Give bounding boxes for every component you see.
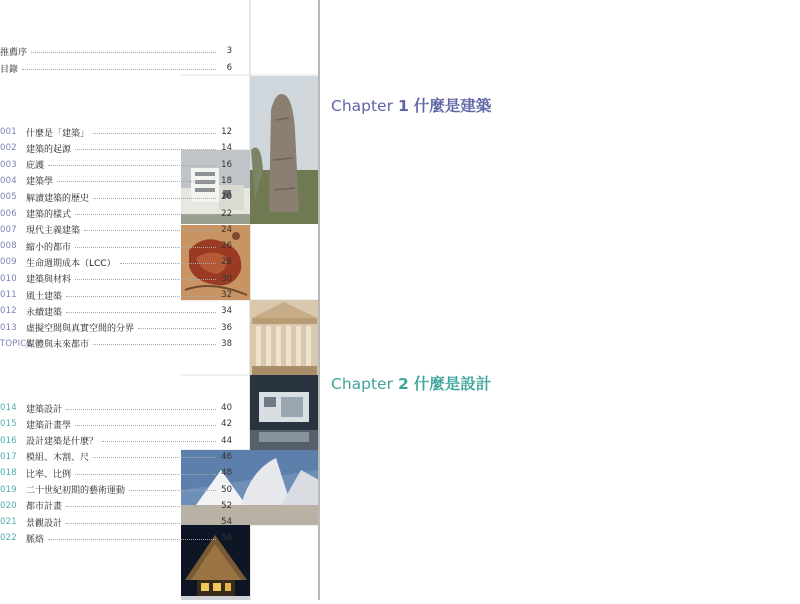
entry-number: 016 [0,435,17,446]
entry-title: 建築的樣式 [26,210,72,220]
toc-entry[interactable] [0,222,232,238]
entry-page-number: 28 [221,257,232,268]
dot-leader [93,344,216,345]
entry-title: 風土建築 [26,291,63,302]
dot-leader [75,247,216,248]
entry-title: 建築設計 [26,404,63,415]
toc-entry[interactable] [0,124,232,140]
entry-page-number: 50 [221,484,232,495]
entry-page-number: 46 [221,451,232,462]
entry-title: 目錄 [0,64,19,75]
toc-entry[interactable] [0,530,232,546]
toc-entry[interactable] [0,482,232,498]
dot-leader [57,181,216,182]
toc-entry[interactable] [0,400,232,416]
dot-leader [66,523,216,524]
entry-page-number: 34 [221,306,232,317]
entry-title: 比率、比例 [26,469,72,480]
dot-leader [75,214,216,215]
entry-page-number: 32 [221,290,232,300]
dot-leader [102,441,216,442]
chapter-title: 什麼是建築 [413,97,492,115]
dot-leader [138,328,216,329]
page-divider [318,0,320,600]
entry-number: 002 [0,143,17,154]
entry-page-number: 30 [221,273,232,284]
chapter-label: Chapter [331,97,393,115]
entry-number: 004 [0,175,17,186]
entry-title: 解讀建築的歷史 [26,193,90,204]
entry-number: 005 [0,192,17,203]
dot-leader [66,312,216,313]
entry-title: 推薦序 [0,47,28,58]
entry-title: 什麼是「建築」 [26,128,90,139]
toc-entry[interactable] [0,206,232,222]
entry-number: 018 [0,468,17,479]
entry-page-number: 12 [221,127,232,137]
dot-leader [93,198,216,199]
classical-temple-photo [250,300,319,375]
dot-leader [75,279,216,280]
entry-page-number: 54 [221,517,232,528]
glass-museum-photo [250,375,319,450]
toc-entry[interactable] [0,514,232,530]
entry-number: 008 [0,241,17,252]
toc-entry[interactable] [0,433,232,449]
chapter-heading[interactable] [331,94,491,116]
entry-title: 建築與材料 [26,275,72,286]
entry-title: 二十世紀初期的藝術運動 [26,486,126,496]
entry-page-number: 6 [226,63,232,73]
entry-number: TOPIC1 [0,338,33,349]
entry-page-number: 44 [221,435,232,446]
entry-title: 景觀設計 [26,518,63,529]
dot-leader [22,69,216,70]
entry-page-number: 14 [221,143,232,154]
entry-page-number: 52 [221,500,232,511]
entry-title: 設計建築是什麼？ [26,437,99,448]
toc-entry[interactable] [0,173,232,189]
entry-title: 永續建築 [26,307,63,318]
entry-number: 012 [0,306,17,317]
entry-page-number: 26 [221,241,232,252]
chapter-label: Chapter [331,375,393,393]
chapter-heading[interactable] [331,372,491,394]
entry-page-number: 48 [221,468,232,479]
toc-entry[interactable] [0,336,232,352]
entry-title: 虛擬空間與真實空間的分界 [26,324,135,335]
entry-page-number: 16 [221,159,232,170]
entry-number: 003 [0,159,17,170]
entry-number: 022 [0,533,17,544]
chapter-number: 2 [397,375,409,393]
entry-page-number: 36 [221,322,232,333]
toc-entry[interactable] [0,303,232,319]
toc-entry[interactable] [0,498,232,514]
dot-leader [75,474,216,475]
toc-entry[interactable] [0,465,232,481]
entry-page-number: 40 [221,403,232,413]
dot-leader [84,230,216,231]
dot-leader [31,52,216,53]
toc-entry[interactable] [0,449,232,465]
toc-entry[interactable] [0,140,232,156]
entry-page-number: 22 [221,208,232,219]
toc-entry[interactable] [0,320,232,336]
toc-entry[interactable] [0,271,232,287]
toc-entry[interactable] [0,43,232,59]
entry-number: 021 [0,517,17,528]
entry-number: 019 [0,484,17,495]
entry-title: 庇護 [26,161,45,172]
entry-number: 014 [0,403,17,413]
toc-entry[interactable] [0,254,232,270]
entry-title: 建築計畫學 [26,420,72,431]
toc-entry[interactable] [0,60,232,76]
entry-number: 007 [0,224,17,235]
entry-title: 現代主義建築 [26,226,81,237]
entry-title: 媒體與未來都市 [26,340,90,351]
dot-leader [48,539,216,540]
entry-number: 020 [0,500,17,511]
toc-entry[interactable] [0,157,232,173]
entry-page-number: 38 [221,338,232,349]
entry-page-number: 24 [221,224,232,235]
dot-leader [66,409,216,410]
entry-page-number: 3 [226,46,232,56]
entry-number: 001 [0,127,17,137]
dot-leader [75,149,216,150]
dot-leader [93,457,216,458]
chapter-title: 什麼是設計 [413,375,492,393]
dot-leader [93,133,216,134]
entry-title: 都市計畫 [26,502,63,513]
dot-leader [66,506,216,507]
entry-number: 017 [0,451,17,462]
entry-number: 015 [0,419,17,430]
entry-number: 006 [0,208,17,219]
entry-title: 建築的起源 [26,144,72,155]
entry-number: 013 [0,322,17,333]
entry-page-number: 20 [221,192,232,203]
entry-title: 模組、木割、尺 [26,453,90,464]
toc-entry[interactable] [0,238,232,254]
entry-number: 010 [0,273,17,284]
toc-entry[interactable] [0,287,232,303]
entry-title: 縮小的都市 [26,242,72,253]
dot-leader [129,490,216,491]
entry-page-number: 56 [221,533,232,544]
entry-title: 生命週期成本（LCC） [26,258,116,269]
dot-leader [120,263,216,264]
entry-title: 脈絡 [26,534,45,545]
entry-number: 009 [0,257,17,268]
dot-leader [75,425,216,426]
chapter-number: 1 [397,97,409,115]
entry-page-number: 18 [221,175,232,186]
toc-entry[interactable] [0,416,232,432]
dot-leader [48,165,216,166]
dot-leader [66,296,216,297]
entry-title: 建築學 [26,177,54,188]
toc-entry[interactable] [0,189,232,205]
entry-page-number: 42 [221,419,232,430]
entry-number: 011 [0,290,17,300]
standing-stone-photo [250,76,319,224]
